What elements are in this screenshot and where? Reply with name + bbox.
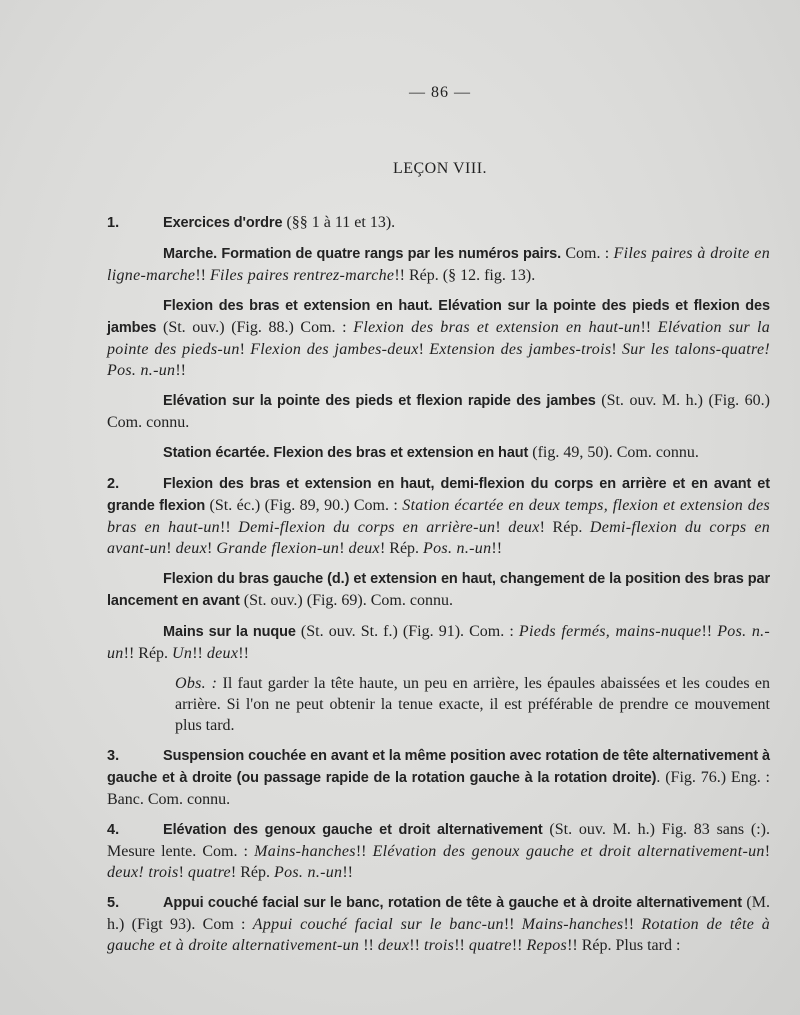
paragraph-suspension [107, 745, 770, 810]
exercise-heading: Elévation des genoux gauche et droit alternativement [163, 822, 543, 838]
command-text: Files paires rentrez-marche [209, 267, 395, 284]
paragraph-text: (St. ouv. M. h.) (Fig. 60.) Com. connu. [107, 392, 770, 431]
paragraph-flexion-bras [107, 295, 770, 381]
paragraph-text: !! [454, 937, 469, 954]
paragraph-text: !! [359, 937, 378, 954]
paragraph-text: ! [611, 341, 622, 358]
paragraph-text: (St. ouv.) (Fig. 69). Com. connu. [239, 592, 453, 609]
paragraph-observation [107, 673, 770, 736]
paragraph-text: !! [195, 267, 210, 284]
paragraph-text: ! [495, 519, 509, 536]
paragraph-text: !! [491, 540, 503, 557]
paragraph-text: !! Rép. Plus tard : [567, 937, 681, 954]
command-text: Pieds fermés, mains-nuque [518, 623, 702, 640]
command-text: Grande flexion-un [216, 540, 340, 557]
paragraph-text: (St. ouv.) (Fig. 88.) Com. : [156, 319, 354, 336]
exercise-heading: Marche. Formation de quatre rangs par les numéros pairs. [163, 246, 562, 262]
command-text: Sur les talons-quatre! Pos. n.-un [107, 341, 770, 379]
command-text: Flexion des bras et extension en haut-un [353, 319, 641, 336]
command-text: quatre [187, 864, 231, 881]
command-text: Rotation de tête à gauche et à droite alternativement-un [107, 916, 770, 954]
command-text: deux [348, 540, 380, 557]
lesson-title: LEÇON VIII. [392, 160, 488, 177]
paragraph-text: ! [339, 540, 349, 557]
exercise-heading: Station écartée. Flexion des bras et extension en haut [163, 445, 529, 461]
exercise-heading: Elévation sur la pointe des pieds et flexion rapide des jambes [163, 393, 596, 409]
command-text: Pos. n.-un [423, 540, 492, 557]
paragraph-text: !! [355, 843, 373, 860]
lesson-body [107, 212, 770, 965]
paragraph-text: ! Rép. [539, 519, 590, 536]
command-text: Demi-flexion du corps en arrière-un [238, 519, 496, 536]
exercise-number: 1. [107, 215, 120, 231]
paragraph-text: (§§ 1 à 11 et 13). [282, 214, 396, 231]
observation-label: Obs. : [175, 675, 218, 692]
paragraph-text: ! Rép. [230, 864, 275, 881]
paragraph-text: ! [207, 540, 217, 557]
paragraph-text: (M. h.) (Figt 93). Com : [107, 894, 770, 933]
paragraph-text: ! [418, 341, 430, 358]
paragraph-text: !! Rép. [123, 645, 173, 662]
paragraph-text: !! Rép. (§ 12. fig. 13). [394, 267, 536, 284]
exercise-number: 5. [107, 895, 120, 911]
command-text: Demi-flexion du corps en avant-un [107, 519, 771, 557]
paragraph-text: (St. éc.) (Fig. 89, 90.) Com. : [205, 497, 403, 514]
paragraph-text: !! [511, 937, 527, 954]
exercise-heading: Suspension couchée en avant et la même position avec rotation de tête alternativement à gauche et à droite (ou passage rapide de la rotation gauche à la rotation droite) [107, 748, 770, 786]
command-text: Repos [526, 937, 568, 954]
paragraph-text: ! [178, 864, 188, 881]
paragraph-text: !! [623, 916, 642, 933]
paragraph-text: ! [166, 540, 176, 557]
paragraph-marche [107, 243, 770, 286]
command-text: deux [175, 540, 208, 557]
paragraph-demi-flexion [107, 473, 770, 559]
exercise-heading: Flexion du bras gauche (d.) et extension en haut, changement de la position des bras par lancement en avant [107, 571, 770, 609]
paragraph-text: !! [640, 319, 658, 336]
command-text: Pos. n.-un [274, 864, 343, 881]
paragraph-elevation-genoux [107, 819, 770, 883]
paragraph-text: (fig. 49, 50). Com. connu. [528, 444, 699, 461]
paragraph-text: !! [238, 645, 249, 662]
paragraph-text: (St. ouv. M. h.) Fig. 83 sans (:). Mesure lente. Com. : [107, 821, 771, 860]
paragraph-text: !! [220, 519, 239, 536]
command-text: Elévation des genoux gauche et droit alternativement-un [372, 843, 765, 860]
exercise-heading: Appui couché facial sur le banc, rotation de tête à gauche et à droite alternativement [163, 895, 743, 911]
paragraph-text: !! [342, 864, 353, 881]
paragraph-text: !! [192, 645, 207, 662]
paragraph-flexion-bras-gauche [107, 568, 770, 612]
paragraph-appui-couche [107, 892, 770, 956]
exercise-number: 4. [107, 822, 120, 838]
command-text: deux [206, 645, 239, 662]
paragraph-text: ! Rép. [379, 540, 424, 557]
command-text: Mains-hanches [521, 916, 624, 933]
command-text: Appui couché facial sur le banc-un [252, 916, 504, 933]
command-text: trois [423, 937, 455, 954]
paragraph-text: ! [764, 843, 771, 860]
paragraph-text: !! [409, 937, 424, 954]
exercise-number: 3. [107, 748, 120, 764]
paragraph-text: ! [239, 341, 251, 358]
command-text: Mains-hanches [254, 843, 356, 860]
paragraph-station-ecartee [107, 442, 770, 464]
command-text: Extension des jambes-trois [429, 341, 612, 358]
paragraph-text: (St. ouv. St. f.) (Fig. 91). Com. : [295, 623, 519, 640]
paragraph-text: Com. : [561, 245, 614, 262]
exercise-heading: Flexion des bras et extension en haut, demi-flexion du corps en arrière et en avant et grande flexion [107, 476, 770, 514]
command-text: Flexion des jambes-deux [250, 341, 419, 358]
paragraph-text: !! [701, 623, 718, 640]
exercise-heading: Flexion des bras et extension en haut. Elévation sur la pointe des pieds et flexion des jambes [107, 298, 770, 336]
command-text: Elévation sur la pointe des pieds-un [107, 319, 771, 358]
command-text: deux [508, 519, 540, 536]
command-text: quatre [468, 937, 512, 954]
paragraph-elevation-pointe [107, 390, 770, 433]
exercise-heading: Mains sur la nuque [163, 624, 296, 640]
paragraph-text: !! [503, 916, 522, 933]
paragraph-text: Il faut garder la tête haute, un peu en arrière, les épaules abaissées et les coudes en arrière. Si l'on ne peut obtenir la tenue exacte, il est préférable de prendre ce mouvement plus tard. [175, 675, 770, 734]
command-text: Files paires à droite en ligne-marche [107, 245, 771, 284]
exercise-heading: Exercices d'ordre [163, 215, 283, 231]
paragraph-text: !! [175, 362, 186, 379]
paragraph-mains-nuque [107, 621, 770, 664]
paragraph-text: . (Fig. 76.) Eng. : Banc. Com. connu. [107, 769, 771, 808]
command-text: Station écartée en deux temps, flexion et extension des bras en haut-un [107, 497, 771, 536]
page-number: — 86 — [409, 84, 471, 101]
exercise-number: 2. [107, 476, 120, 492]
command-text: deux [377, 937, 410, 954]
command-text: Un [172, 645, 193, 662]
command-text: deux! trois [107, 864, 179, 881]
paragraph-exercices-ordre [107, 212, 770, 234]
command-text: Pos. n.-un [107, 623, 771, 662]
